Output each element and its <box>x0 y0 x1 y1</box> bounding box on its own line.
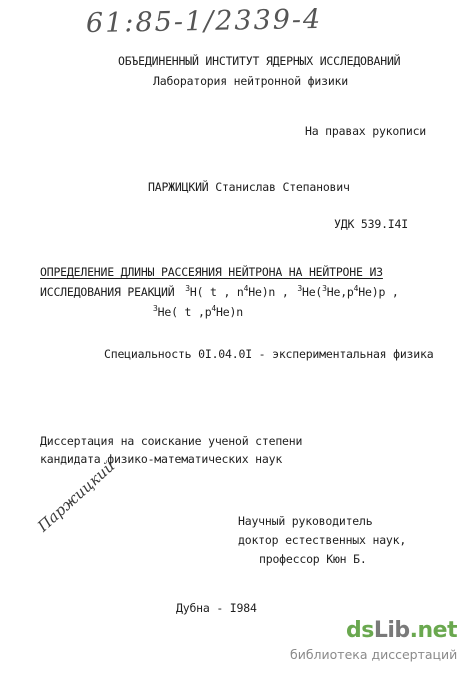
reaction-2-sup-1: 3 <box>297 284 302 293</box>
reaction-2-sup-3: 4 <box>353 284 359 293</box>
title-line-2-prefix: ИССЛЕДОВАНИЯ РЕАКЦИЙ <box>40 285 175 299</box>
title-line-1-text: ОПРЕДЕЛЕНИЕ ДЛИНЫ РАССЕЯНИЯ НЕЙТРОНА НА НЕЙТРОНЕ ИЗ <box>40 265 383 279</box>
reaction-2-part-c: He)p , <box>358 285 399 299</box>
dissertation-line-1: Диссертация на соискание ученой степени <box>40 434 303 448</box>
reaction-1-sup-2: 4 <box>243 284 249 293</box>
supervisor-line-3: профессор Кюн Б. <box>259 552 367 566</box>
reaction-2-part-a: He( <box>301 285 323 299</box>
watermark-logo-net: .net <box>409 618 457 643</box>
rights-notice: На правах рукописи <box>305 124 427 138</box>
reaction-3-sup-1: 3 <box>153 304 158 313</box>
specialty: Специальность 0I.04.0I - экспериментальная физика <box>104 347 434 361</box>
institute-name: ОБЪЕДИНЕННЫЙ ИНСТИТУТ ЯДЕРНЫХ ИССЛЕДОВАНИЙ <box>118 54 401 68</box>
udc-code: УДК 539.I4I <box>334 217 408 231</box>
title-line-1 <box>40 265 383 279</box>
place-year: Дубна - I984 <box>176 601 257 615</box>
archive-code: 61:85-1/2339-4 <box>85 3 323 40</box>
reaction-3-part-b: He)n <box>216 305 243 319</box>
reaction-3-sup-2: 4 <box>211 304 217 313</box>
handwritten-signature: Паржицкий <box>34 457 119 536</box>
supervisor-line-1: Научный руководитель <box>238 514 373 528</box>
reaction-1-part-b: He)n , <box>248 285 289 299</box>
watermark-logo-ds: ds <box>346 618 374 643</box>
watermark-logo <box>346 618 457 643</box>
dissertation-line-2: кандидата физико-математических наук <box>40 452 283 466</box>
watermark-subtitle: библиотека диссертаций <box>290 647 457 662</box>
supervisor-line-2: доктор естественных наук, <box>238 533 407 547</box>
reaction-2-part-b: He,p <box>326 285 354 299</box>
title-line-3 <box>153 305 243 319</box>
watermark-logo-lib: Lib <box>373 618 410 643</box>
reaction-1-sup-1: 3 <box>185 284 190 293</box>
author-name: ПАРЖИЦКИЙ Станислав Степанович <box>148 180 350 194</box>
reaction-1-part-a: H( t , n <box>189 285 244 299</box>
reaction-3-part-a: He( t ,p <box>157 305 212 319</box>
reaction-2-sup-2: 3 <box>322 284 327 293</box>
laboratory-name: Лаборатория нейтронной физики <box>153 74 348 88</box>
title-line-2 <box>40 285 399 299</box>
